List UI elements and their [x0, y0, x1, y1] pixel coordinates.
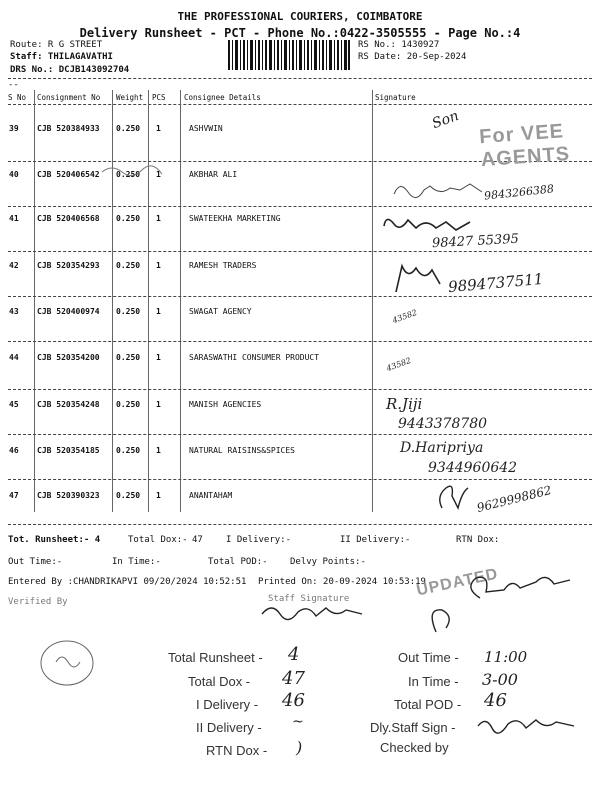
form-i-delivery-label: I Delivery -: [196, 697, 259, 712]
row-weight: 0.250: [116, 124, 141, 133]
in-time-label: In Time:-: [112, 557, 161, 567]
row-consignment: CJB 520354293: [37, 261, 100, 270]
scribble-mark: [100, 162, 180, 178]
row-weight: 0.250: [116, 307, 141, 316]
staff-signature-scribble: [258, 600, 368, 626]
row-weight: 0.250: [116, 261, 141, 270]
tot-runsheet: Tot. Runsheet:- 4: [8, 535, 101, 545]
header-divider: [8, 104, 592, 105]
row-sno: 45: [9, 400, 19, 409]
row-sno: 42: [9, 261, 19, 270]
rs-date: RS Date: 20-Sep-2024: [358, 52, 467, 62]
row-pcs: 1: [156, 170, 161, 179]
row-consignee: ANANTAHAM: [189, 491, 233, 500]
verified-by: Verified By: [8, 597, 68, 607]
col-signature: Signature: [375, 93, 416, 102]
row-sno: 44: [9, 353, 19, 362]
dly-staff-signature-scribble: [472, 712, 582, 740]
checker-signature-scribble: [420, 568, 580, 642]
row-sno: 46: [9, 446, 19, 455]
form-total-pod-value: 46: [484, 690, 507, 711]
form-dly-staff-sign-label: Dly.Staff Sign -: [370, 720, 456, 735]
row-consignee: SWAGAT AGENCY: [189, 307, 252, 316]
row-pcs: 1: [156, 124, 161, 133]
form-total-dox-label: Total Dox -: [188, 674, 251, 689]
row-sno: 47: [9, 491, 19, 500]
grid-line: [180, 90, 181, 512]
row-weight: 0.250: [116, 214, 141, 223]
row-consignee: ASHVWIN: [189, 124, 223, 133]
col-sno: S No: [8, 93, 27, 102]
row-consignment: CJB 520384933: [37, 124, 100, 133]
signature-name: D.Haripriya: [400, 440, 484, 456]
signature-son: Son: [430, 107, 461, 133]
row-consignee: SARASWATHI CONSUMER PRODUCT: [189, 353, 320, 362]
row-weight: 0.250: [116, 400, 141, 409]
row-pcs: 1: [156, 214, 161, 223]
form-total-pod-label: Total POD -: [394, 697, 462, 712]
row-divider: [8, 251, 592, 252]
row-divider: [8, 479, 592, 480]
row-consignment: CJB 520354200: [37, 353, 100, 362]
form-ii-delivery-label: II Delivery -: [196, 720, 262, 735]
drs-label: DRS No.: DCJB143092704: [10, 65, 130, 75]
signature-phone: 9629998862: [475, 482, 553, 516]
circle-mark: [38, 638, 96, 688]
top-marks: --: [8, 80, 19, 90]
signature-note: 43582: [391, 307, 419, 326]
col-consignment: Consignment No: [37, 93, 101, 102]
staff-signature-label: Staff Signature: [268, 594, 350, 604]
signature-phone: 9843266388: [483, 182, 555, 203]
total-dox-label: Total Dox:-: [128, 535, 188, 545]
form-total-dox-value: 47: [282, 668, 305, 689]
delvy-points-label: Delvy Points:-: [290, 557, 366, 567]
form-ii-delivery-value: ~: [292, 714, 304, 730]
row-consignment: CJB 520406542: [37, 170, 100, 179]
updated-stamp: UPDATED: [415, 565, 500, 600]
barcode-icon: [228, 40, 350, 70]
form-out-time-value: 11:00: [484, 648, 528, 666]
staff-label: Staff: THILAGAVATHI: [10, 52, 113, 62]
divider: [8, 78, 592, 79]
row-consignee: SWATEEKHA MARKETING: [189, 214, 281, 223]
company-title: THE PROFESSIONAL COURIERS, COIMBATORE: [177, 10, 423, 23]
row-consignee: NATURAL RAISINS&SPICES: [189, 446, 295, 455]
printed-on: Printed On: 20-09-2024 10:53:19: [258, 577, 426, 587]
signature-note: 43582: [385, 355, 413, 374]
form-out-time-label: Out Time -: [398, 650, 459, 665]
row-consignment: CJB 520390323: [37, 491, 100, 500]
form-total-runsheet-value: 4: [288, 644, 300, 665]
row-consignee: RAMESH TRADERS: [189, 261, 257, 270]
signature-name: R.Jiji: [386, 395, 423, 413]
route-label: Route: R G STREET: [10, 40, 103, 50]
ii-delivery-label: II Delivery:-: [340, 535, 411, 545]
form-rtn-dox-value: ): [296, 738, 303, 757]
row-divider: [8, 341, 592, 342]
row-consignment: CJB 520406568: [37, 214, 100, 223]
form-rtn-dox-label: RTN Dox -: [206, 743, 268, 758]
row-consignee: AKBHAR ALI: [189, 170, 238, 179]
row-divider: [8, 296, 592, 297]
row-weight: 0.250: [116, 170, 141, 179]
row-pcs: 1: [156, 353, 161, 362]
col-pcs: PCS: [152, 93, 166, 102]
signature-phone: 9894737511: [447, 269, 545, 297]
form-total-runsheet-label: Total Runsheet -: [168, 650, 263, 665]
row-weight: 0.250: [116, 446, 141, 455]
row-sno: 43: [9, 307, 19, 316]
signature-scribble: [432, 482, 472, 512]
row-pcs: 1: [156, 491, 161, 500]
row-sno: 40: [9, 170, 19, 179]
total-dox-value: 47: [192, 535, 203, 545]
row-divider: [8, 434, 592, 435]
row-divider: [8, 389, 592, 390]
agent-stamp: For VEE AGENTS: [478, 120, 571, 172]
signature-phone: 98427 55395: [431, 231, 520, 252]
row-divider: [8, 206, 592, 207]
row-pcs: 1: [156, 261, 161, 270]
form-in-time-label: In Time -: [408, 674, 459, 689]
row-pcs: 1: [156, 307, 161, 316]
row-sno: 39: [9, 124, 19, 133]
grid-line: [112, 90, 113, 512]
entered-by: Entered By :CHANDRIKAPVI 09/20/2024 10:52:51: [8, 577, 247, 587]
row-consignment: CJB 520354185: [37, 446, 100, 455]
row-weight: 0.250: [116, 353, 141, 362]
row-consignment: CJB 520354248: [37, 400, 100, 409]
row-sno: 41: [9, 214, 19, 223]
rtn-dox-label: RTN Dox:: [456, 535, 500, 545]
total-pod-label: Total POD:-: [208, 557, 268, 567]
row-pcs: 1: [156, 400, 161, 409]
row-divider: [8, 524, 592, 525]
form-checked-by-label: Checked by: [380, 740, 449, 755]
grid-line: [372, 90, 373, 512]
i-delivery-label: I Delivery:-: [226, 535, 292, 545]
row-consignee: MANISH AGENCIES: [189, 400, 262, 409]
signature-phone: 9344960642: [428, 460, 518, 476]
row-consignment: CJB 520400974: [37, 307, 100, 316]
grid-line: [148, 90, 149, 512]
rs-number: RS No.: 1430927: [358, 40, 440, 50]
signature-phone: 9443378780: [398, 416, 488, 432]
form-i-delivery-value: 46: [282, 690, 305, 711]
row-weight: 0.250: [116, 491, 141, 500]
runsheet-subtitle: Delivery Runsheet - PCT - Phone No.:0422-3505555 - Page No.:4: [79, 26, 521, 40]
form-in-time-value: 3-00: [482, 670, 518, 689]
col-consignee: Consignee Details: [184, 93, 261, 102]
grid-line: [34, 90, 35, 512]
out-time-label: Out Time:-: [8, 557, 63, 567]
signature-scribble: [388, 262, 448, 296]
row-pcs: 1: [156, 446, 161, 455]
col-weight: Weight: [116, 93, 144, 102]
